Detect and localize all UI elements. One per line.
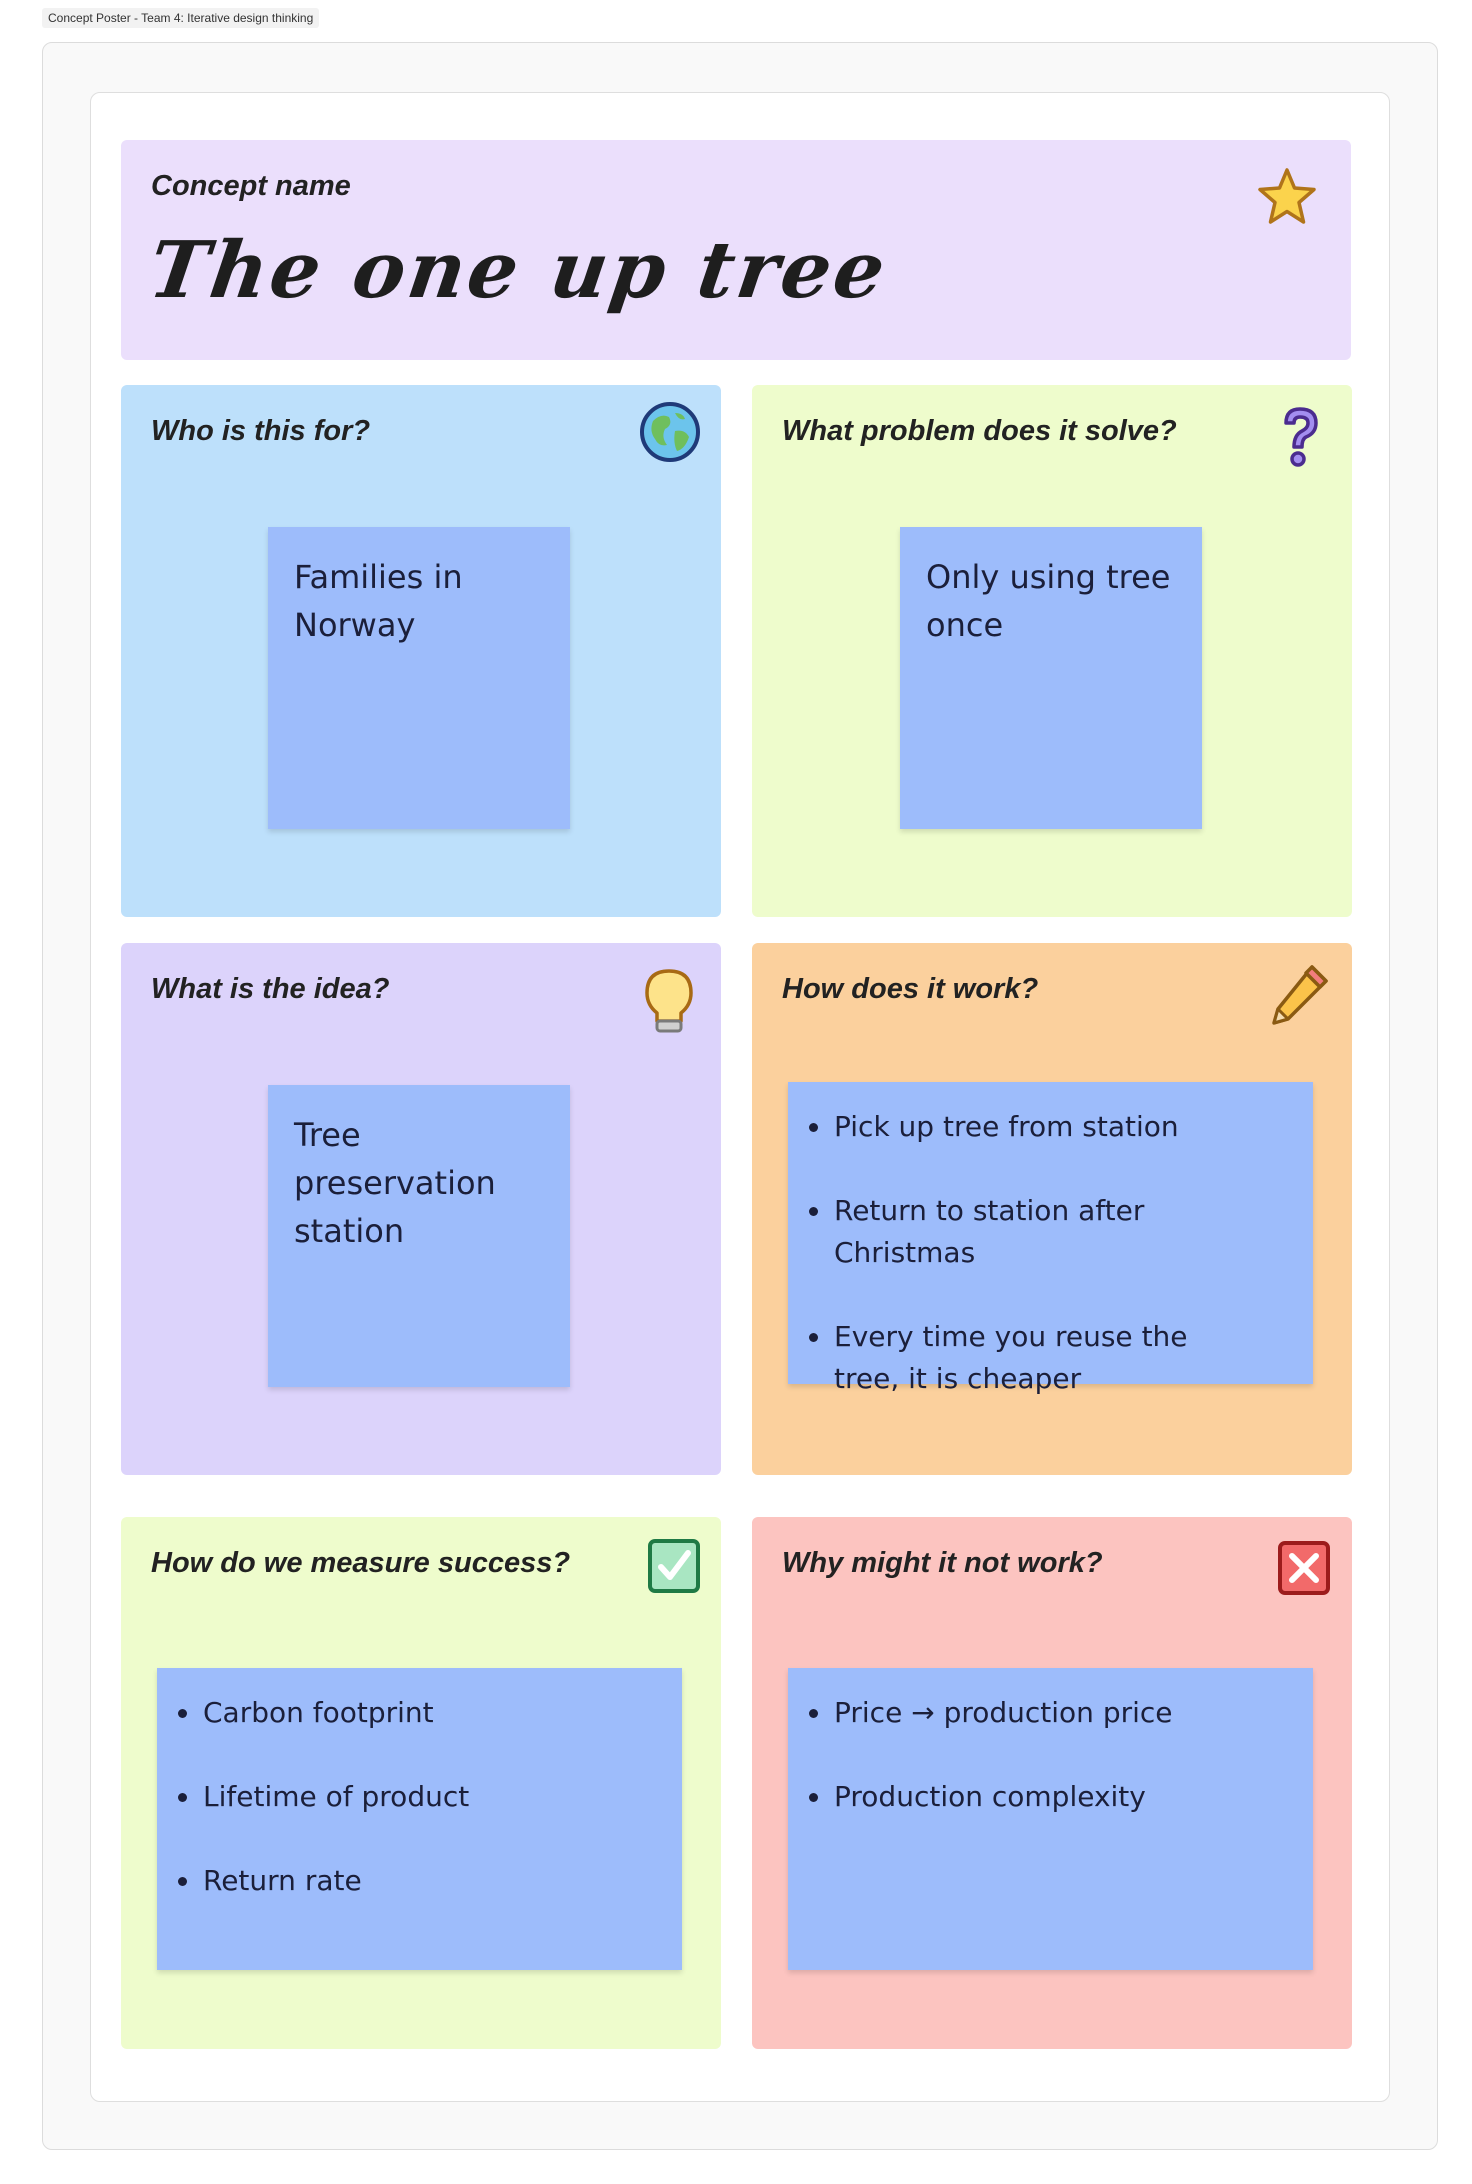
section-title: What problem does it solve? xyxy=(782,415,1177,447)
sticky-note-text: Tree preservation station xyxy=(294,1116,496,1250)
globe-icon xyxy=(639,401,701,468)
section-title: How do we measure success? xyxy=(151,1547,571,1579)
star-icon xyxy=(1257,166,1317,233)
concept-title: Concept name xyxy=(151,170,351,202)
bullet-list xyxy=(788,1106,1293,1442)
list-item: Every time you reuse the tree, it is cheaper xyxy=(834,1316,1234,1400)
bullet-list xyxy=(788,1692,1293,1860)
sticky-note[interactable] xyxy=(788,1082,1313,1395)
sticky-note[interactable] xyxy=(268,1085,570,1387)
sticky-note[interactable] xyxy=(268,527,570,829)
bullet-list xyxy=(157,1692,662,1944)
cross-box-icon xyxy=(1276,1539,1332,1602)
section-title: What is the idea? xyxy=(151,973,390,1005)
list-item: Lifetime of product xyxy=(203,1776,662,1818)
list-item: Price → production price xyxy=(834,1692,1293,1734)
sticky-note[interactable] xyxy=(788,1668,1313,1970)
frame-label[interactable]: Concept Poster - Team 4: Iterative design thinking xyxy=(42,8,319,28)
list-item: Carbon footprint xyxy=(203,1692,662,1734)
section-title: How does it work? xyxy=(782,973,1039,1005)
section-title: Who is this for? xyxy=(151,415,371,447)
section-title: Why might it not work? xyxy=(782,1547,1103,1579)
list-item: Pick up tree from station xyxy=(834,1106,1293,1148)
check-box-icon xyxy=(646,1537,702,1600)
sticky-note[interactable] xyxy=(157,1668,682,1970)
lightbulb-icon xyxy=(641,967,697,1042)
list-item: Production complexity xyxy=(834,1776,1293,1818)
sticky-note[interactable] xyxy=(900,527,1202,829)
list-item: Return to station after Christmas xyxy=(834,1190,1293,1274)
concept-name[interactable]: The one up tree xyxy=(143,225,894,316)
sticky-note-text: Families in Norway xyxy=(294,558,463,644)
list-item: Return rate xyxy=(203,1860,662,1902)
question-mark-icon xyxy=(1272,403,1328,478)
pencil-icon xyxy=(1268,961,1332,1034)
sticky-note-text: Only using tree once xyxy=(926,558,1171,644)
